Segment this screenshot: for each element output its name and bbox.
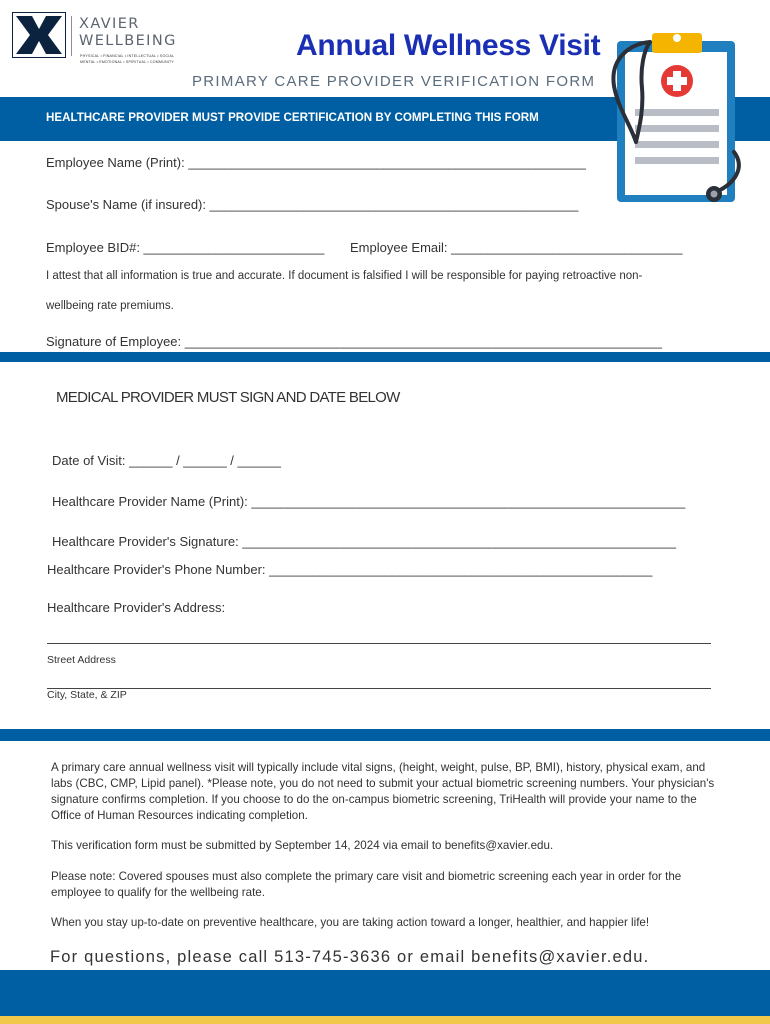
- page-title: Annual Wellness Visit: [296, 29, 601, 62]
- info-divider-band: [0, 729, 770, 741]
- provider-section-title: MEDICAL PROVIDER MUST SIGN AND DATE BELOW: [56, 389, 400, 406]
- brand-tagline-1: PHYSICAL • FINANCIAL • INTELLECTUAL • SOCIAL: [80, 54, 175, 58]
- employee-bid-field[interactable]: Employee BID#: _________________________: [46, 240, 325, 255]
- info-paragraph-2: This verification form must be submitted by September 14, 2024 via email to benefits@xavier.edu.: [51, 839, 554, 852]
- header-band-text: HEALTHCARE PROVIDER MUST PROVIDE CERTIFICATION BY COMPLETING THIS FORM: [46, 111, 539, 124]
- provider-phone-field[interactable]: Healthcare Provider's Phone Number: _____________________________________________________: [47, 562, 653, 577]
- info-paragraph-3: Please note: Covered spouses must also complete the primary care visit and biometric screening each year in order for the employee to qualify for the wellbeing rate.: [51, 870, 682, 899]
- employee-name-field[interactable]: Employee Name (Print): _______________________________________________________: [46, 155, 586, 170]
- city-state-zip-line[interactable]: [47, 688, 711, 689]
- brand-tagline-2: MENTAL • EMOTIONAL • SPIRITUAL • COMMUNITY: [80, 60, 174, 64]
- date-of-visit-field[interactable]: Date of Visit: ______ / ______ / ______: [52, 453, 281, 468]
- footer-gold-stripe: [0, 1016, 770, 1024]
- clipboard-stethoscope-icon: [606, 28, 756, 208]
- info-paragraph-1: A primary care annual wellness visit will typically include vital signs, (height, weight, pulse, BP, BMI), history, physical exam, and labs (CBC, CMP, Lipid panel). *Please note, you do not need to submit your actual biometric screening numbers. Your physician's signature confirms completion. If you choose to do the on-campus biometric screening, TriHealth will provide your name to the Office of Human Resources indicating completion.: [51, 761, 715, 822]
- footer-band: [0, 970, 770, 1016]
- brand-line-2: WELLBEING: [79, 33, 177, 49]
- page-subtitle: PRIMARY CARE PROVIDER VERIFICATION FORM: [192, 73, 596, 90]
- attestation-line-1: I attest that all information is true and accurate. If document is falsified I will be responsible for paying retroactive non-: [46, 270, 643, 282]
- info-paragraph-4: When you stay up-to-date on preventive healthcare, you are taking action toward a longer, healthier, and happier life!: [51, 916, 650, 929]
- provider-signature-field[interactable]: Healthcare Provider's Signature: ____________________________________________________________: [52, 534, 677, 549]
- employee-email-field[interactable]: Employee Email: ________________________________: [350, 240, 683, 255]
- street-address-label: Street Address: [47, 654, 116, 666]
- provider-address-label: Healthcare Provider's Address:: [47, 600, 226, 615]
- section-divider-band: [0, 352, 770, 362]
- logo-divider: [71, 16, 72, 56]
- spouse-name-field[interactable]: Spouse's Name (if insured): ___________________________________________________: [46, 197, 579, 212]
- provider-name-field[interactable]: Healthcare Provider Name (Print): ____________________________________________________________: [52, 494, 686, 509]
- contact-line: For questions, please call 513-745-3636 or email benefits@xavier.edu.: [50, 948, 650, 966]
- xavier-logo-icon: [12, 12, 66, 58]
- city-state-zip-label: City, State, & ZIP: [47, 689, 127, 701]
- attestation-line-2: wellbeing rate premiums.: [46, 300, 174, 312]
- brand-line-1: XAVIER: [79, 16, 140, 32]
- street-address-line[interactable]: [47, 643, 711, 644]
- employee-signature-field[interactable]: Signature of Employee: __________________________________________________________________: [46, 334, 662, 349]
